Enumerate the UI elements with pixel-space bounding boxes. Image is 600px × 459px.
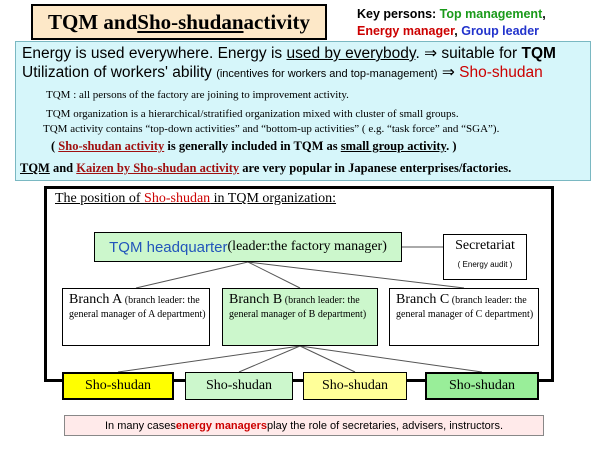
info-line-2-d: Sho-shudan xyxy=(459,64,543,81)
info-line-2-b: (incentives for workers and top-management) xyxy=(216,68,438,80)
branch-a-name: Branch A xyxy=(69,292,123,307)
info-line-6-e: . ) xyxy=(446,139,457,153)
secretariat-box xyxy=(443,234,527,280)
note-b: energy managers xyxy=(175,419,268,432)
info-line-1-d: TQM xyxy=(521,45,556,62)
connector-hq-branch-a xyxy=(136,262,248,288)
branch-c-name: Branch C xyxy=(396,292,450,307)
branch-b-box xyxy=(222,288,378,346)
sho-shudan-group-1: Sho-shudan xyxy=(62,372,174,400)
branch-c-box xyxy=(389,288,539,346)
hq-name: TQM headquarter xyxy=(109,238,228,256)
info-line-7-d: are very popular in Japanese enterprises/factories. xyxy=(239,161,512,175)
connector-hq-branch-c xyxy=(248,262,464,288)
connector-hq-branch-b xyxy=(248,262,300,288)
connector-b-group-1 xyxy=(118,346,300,372)
sho-shudan-group-4: Sho-shudan xyxy=(425,372,539,400)
info-line-5: TQM activity contains “top-down activities” and “bottom-up activities” ( e.g. “task force” and “SGA”). xyxy=(43,123,500,135)
key-person-top-management: Top management xyxy=(439,7,543,21)
info-line-7-a: TQM xyxy=(20,161,50,175)
info-line-6-a: ( xyxy=(51,139,59,153)
info-line-6-c: is generally included in TQM as xyxy=(164,139,341,153)
tqm-headquarter-box xyxy=(94,232,402,262)
info-line-6-d: small group activity xyxy=(340,139,447,153)
info-line-3: TQM : all persons of the factory are joining to improvement activity. xyxy=(46,89,349,101)
title-part-3: activity xyxy=(243,9,310,34)
key-persons-label: Key persons: xyxy=(357,7,440,21)
title-part-2: Sho-shudan xyxy=(137,9,244,34)
org-title-b: Sho-shudan xyxy=(144,191,211,206)
branch-b-desc: (branch leader: the general manager of B department) xyxy=(229,295,367,320)
footer-note xyxy=(64,415,544,436)
secretariat-sub: ( Energy audit ) xyxy=(457,260,513,269)
key-persons-sep-1: , xyxy=(542,7,546,21)
branch-a-desc: (branch leader: the general manager of A department) xyxy=(69,295,206,320)
info-line-1-c: . ⇒ suitable for xyxy=(415,45,522,62)
note-c: play the role of secretaries, advisers, instructors. xyxy=(267,419,503,432)
title-part-1: TQM and xyxy=(47,9,138,34)
key-persons-sep-2: , xyxy=(454,24,462,38)
info-line-7-b: and xyxy=(49,161,77,175)
info-line-2-a: Utilization of workers' ability xyxy=(22,64,217,81)
branch-b-name: Branch B xyxy=(229,292,283,307)
info-line-7-c: Kaizen by Sho-shudan activity xyxy=(76,161,240,175)
org-title-c: in TQM organization: xyxy=(210,191,337,206)
note-a: In many cases xyxy=(104,419,176,432)
branch-a-box xyxy=(62,288,210,346)
key-person-energy-manager: Energy manager xyxy=(357,24,455,38)
org-title-a: The position of xyxy=(55,191,145,206)
info-line-2-c: ⇒ xyxy=(437,64,460,81)
info-line-6-b: Sho-shudan activity xyxy=(58,139,165,153)
sho-shudan-group-2: Sho-shudan xyxy=(185,372,293,400)
info-line-1-b: used by everybody xyxy=(286,45,416,62)
secretariat-label: Secretariat xyxy=(455,238,515,253)
key-person-group-leader: Group leader xyxy=(461,24,540,38)
info-line-4: TQM organization is a hierarchical/stratified organization mixed with cluster of small groups. xyxy=(46,108,459,120)
info-line-1-a: Energy is used everywhere. Energy is xyxy=(22,45,287,62)
branch-c-desc: (branch leader: the general manager of C department) xyxy=(396,295,534,320)
sho-shudan-group-3: Sho-shudan xyxy=(303,372,407,400)
hq-leader: (leader:the factory manager) xyxy=(227,239,387,254)
